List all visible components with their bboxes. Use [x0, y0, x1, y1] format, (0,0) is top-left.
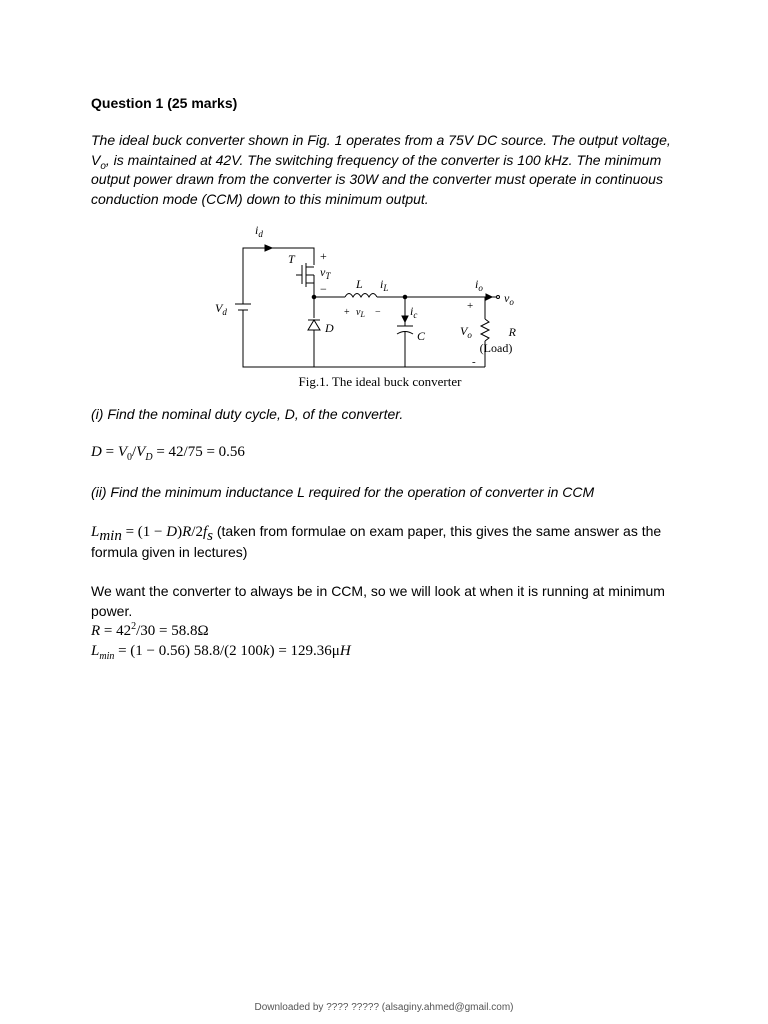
label-vT: $v_T$ — [320, 265, 331, 281]
buck-converter-figure — [210, 218, 522, 394]
r-rest: /30 = 58.8Ω — [136, 623, 209, 639]
circuit-diagram — [210, 218, 522, 394]
l-mid: = (1 − 0.56) 58.8/(2 100 — [114, 643, 263, 659]
formula-note: (taken from formulae on exam paper, this gives the same answer as the formula given in lectures) — [91, 523, 662, 560]
f-r: R — [182, 524, 192, 540]
label-ic: $i_c$ — [410, 304, 418, 320]
label-L: L — [356, 277, 363, 291]
eq-slash: / — [131, 444, 137, 460]
label-io: $i_o$ — [475, 277, 483, 293]
eq-equals: = — [101, 444, 118, 460]
f-d: D — [166, 524, 178, 540]
question-intro — [91, 131, 691, 209]
r-sup: 2 — [131, 621, 137, 632]
intro-text-2: , is maintained at 42V. The switching frequency of the converter is 100 kHz. The minimum output power drawn from the converter is 30W and the converter must operate in continuous conduction mode (CCM) down to this minimum output. — [91, 151, 663, 207]
eq-v2: V — [136, 444, 146, 460]
l-sub: min — [99, 651, 115, 662]
eq-rest: = 42/75 = 0.56 — [152, 444, 245, 460]
figure-caption: Fig.1. The ideal buck converter — [298, 374, 462, 389]
f-close: ) — [177, 524, 183, 540]
duty-cycle-equation — [91, 443, 691, 463]
label-id: $i_d$ — [255, 223, 263, 239]
resistance-equation — [91, 622, 691, 642]
lmin-result-equation — [91, 642, 691, 662]
label-T: T — [288, 252, 295, 266]
eq-subd: D — [145, 452, 153, 463]
explanation-paragraph: We want the converter to always be in CCM, so we will look at when it is running at minimum power. — [91, 583, 665, 619]
l-close: ) = 129.36μ — [269, 643, 340, 659]
l-h: H — [339, 643, 351, 659]
eq-v: V — [117, 444, 127, 460]
f-mid: = (1 − — [121, 524, 167, 540]
label-Vo-minus: - — [472, 356, 476, 368]
label-C: C — [417, 329, 426, 343]
l-k: k — [262, 643, 270, 659]
lmin-formula — [91, 522, 691, 562]
r-eq: = 42 — [100, 623, 132, 639]
question-title: Question 1 (25 marks) — [91, 95, 238, 111]
label-vT-plus: + — [320, 249, 327, 263]
label-load: (Load) — [479, 341, 513, 355]
l-var: L — [91, 643, 100, 659]
r-var: R — [91, 623, 101, 639]
f-l: L — [91, 524, 100, 540]
f-slash: /2 — [191, 524, 203, 540]
label-D: D — [325, 321, 334, 335]
download-footer: Downloaded by ???? ????? (alsaginy.ahmed@gmail.com) — [254, 1002, 514, 1013]
label-Vo-plus: + — [467, 300, 474, 312]
label-Vd: $V_d$ — [215, 301, 227, 317]
label-Vo: $V_o$ — [460, 324, 472, 340]
eq-sub0: 0 — [126, 452, 132, 463]
f-sub: min — [99, 527, 122, 544]
label-vL: $v_L$ — [356, 307, 365, 319]
part-ii-question: (ii) Find the minimum inductance L required for the operation of converter in CCM — [91, 484, 595, 500]
label-vL-minus: − — [375, 307, 381, 318]
part-i-question: (i) Find the nominal duty cycle, D, of the converter. — [91, 406, 404, 422]
label-R: R — [508, 325, 516, 339]
intro-sub: o — [100, 160, 106, 172]
eq-d: D — [91, 444, 102, 460]
label-vo: $v_o$ — [504, 291, 514, 307]
label-iL: $i_L$ — [380, 277, 389, 293]
label-vL-plus: + — [344, 307, 350, 318]
f-fsub: s — [207, 527, 213, 544]
f-f: f — [202, 524, 208, 540]
intro-text-1: The ideal buck converter shown in Fig. 1 operates from a 75V DC source. The output voltage, V — [91, 132, 671, 168]
label-vT-minus: − — [320, 282, 327, 296]
